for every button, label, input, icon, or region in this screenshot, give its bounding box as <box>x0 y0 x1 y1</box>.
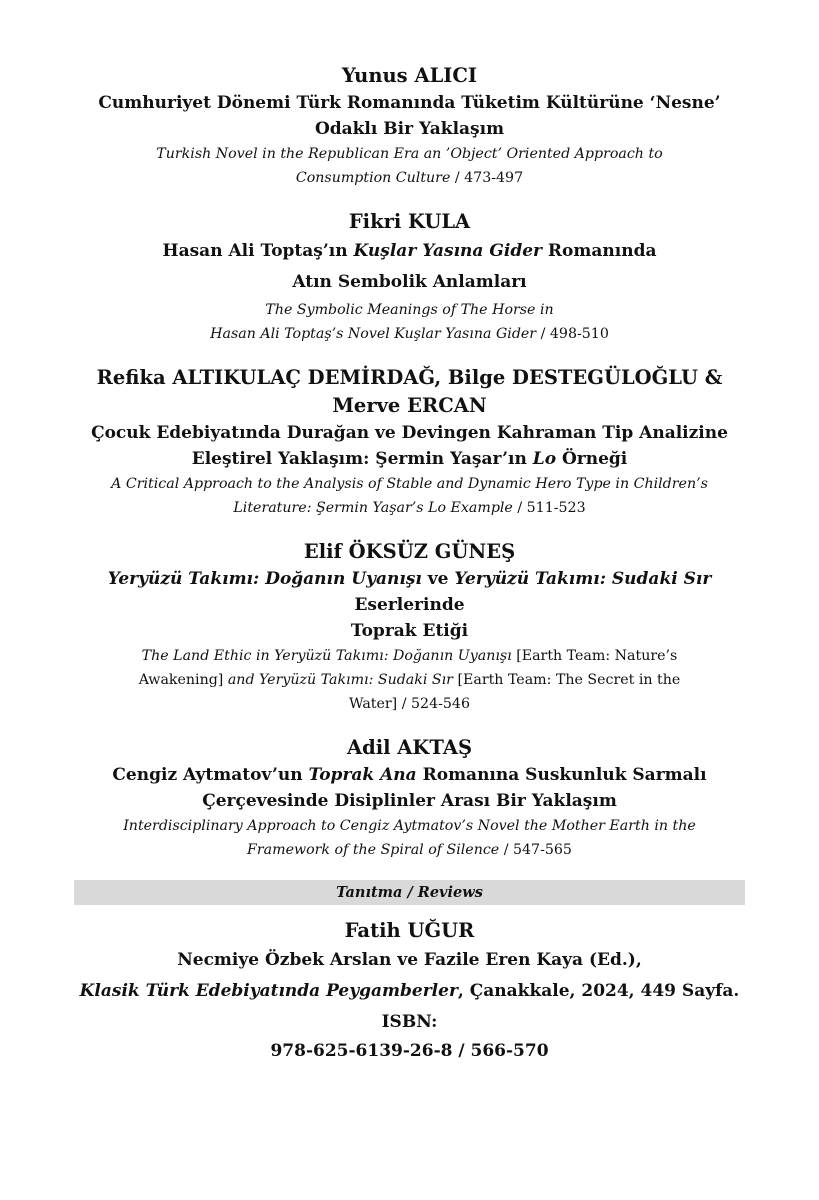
article-title-line: Cumhuriyet Dönemi Türk Romanında Tüketim Kültürüne ‘Nesne’ <box>98 93 721 113</box>
article-author: Refika ALTIKULAÇ DEMİRDAĞ, Bilge DESTEGÜLOĞLU & <box>96 366 723 389</box>
article-title-line: Odaklı Bir Yaklaşım <box>314 119 505 139</box>
article-english-title: Water] / 524-546 <box>349 696 470 712</box>
section-header-reviews: Tanıtma / Reviews <box>74 880 745 905</box>
article-english-title: Turkish Novel in the Republican Era an ’Object’ Oriented Approach to <box>156 146 663 162</box>
article-english-title: Hasan Ali Toptaş’s Novel Kuşlar Yasına Gider / 498-510 <box>210 326 609 342</box>
article-title-line: Yeryüzü Takımı: Doğanın Uyanışı ve Yeryüzü Takımı: Sudaki Sır Eserlerinde <box>107 569 712 615</box>
article-author: Adil AKTAŞ <box>346 736 473 759</box>
page-range: / 547-565 <box>499 842 572 858</box>
article-author: Merve ERCAN <box>332 394 487 417</box>
review-title-line: Necmiye Özbek Arslan ve Fazile Eren Kaya (Ed.), <box>177 950 642 970</box>
article-english-title: Interdisciplinary Approach to Cengiz Aytmatov’s Novel the Mother Earth in the <box>123 818 696 834</box>
article-english-title: The Symbolic Meanings of The Horse in <box>265 302 554 318</box>
article-entry <box>74 364 745 520</box>
page-range: / 498-510 <box>536 326 609 342</box>
article-entry <box>74 62 745 190</box>
article-title-line: Hasan Ali Toptaş’ın Kuşlar Yasına Gider Romanında <box>162 241 657 261</box>
article-english-title: Consumption Culture / 473-497 <box>295 170 524 186</box>
article-entry <box>74 734 745 862</box>
article-english-title: Awakening] and Yeryüzü Takımı: Sudaki Sır [Earth Team: The Secret in the <box>138 672 681 688</box>
contents-page <box>74 62 745 1082</box>
article-title-line: Çocuk Edebiyatında Durağan ve Devingen Kahraman Tip Analizine <box>91 423 728 443</box>
article-author: Yunus ALICI <box>341 64 478 87</box>
article-title-line: Cengiz Aytmatov’un Toprak Ana Romanına Suskunluk Sarmalı <box>112 765 707 785</box>
article-english-title: Literature: Şermin Yaşar’s Lo Example / 511-523 <box>233 500 586 516</box>
article-title-line: Toprak Etiği <box>350 621 469 641</box>
article-english-title: The Land Ethic in Yeryüzü Takımı: Doğanın Uyanışı [Earth Team: Nature’s <box>141 648 678 664</box>
article-author: Elif ÖKSÜZ GÜNEŞ <box>303 540 516 563</box>
review-title-line: 978-625-6139-26-8 / 566-570 <box>270 1041 549 1061</box>
page-range: / 511-523 <box>512 500 586 516</box>
article-title-line: Çerçevesinde Disiplinler Arası Bir Yaklaşım <box>202 791 617 811</box>
review-title-line: Klasik Türk Edebiyatında Peygamberler, Çanakkale, 2024, 449 Sayfa. ISBN: <box>79 981 740 1032</box>
page-range: / 473-497 <box>450 170 524 186</box>
article-author: Fikri KULA <box>348 210 471 233</box>
article-title-line: Atın Sembolik Anlamları <box>292 272 527 292</box>
article-title-line: Eleştirel Yaklaşım: Şermin Yaşar’ın Lo Örneği <box>191 449 628 469</box>
article-english-title: A Critical Approach to the Analysis of Stable and Dynamic Hero Type in Children’s <box>111 476 708 492</box>
article-english-title: Framework of the Spiral of Silence / 547-565 <box>247 842 572 858</box>
article-entry <box>74 538 745 716</box>
review-entry <box>74 917 745 1064</box>
article-entry <box>74 208 745 346</box>
review-author: Fatih UĞUR <box>344 919 475 942</box>
